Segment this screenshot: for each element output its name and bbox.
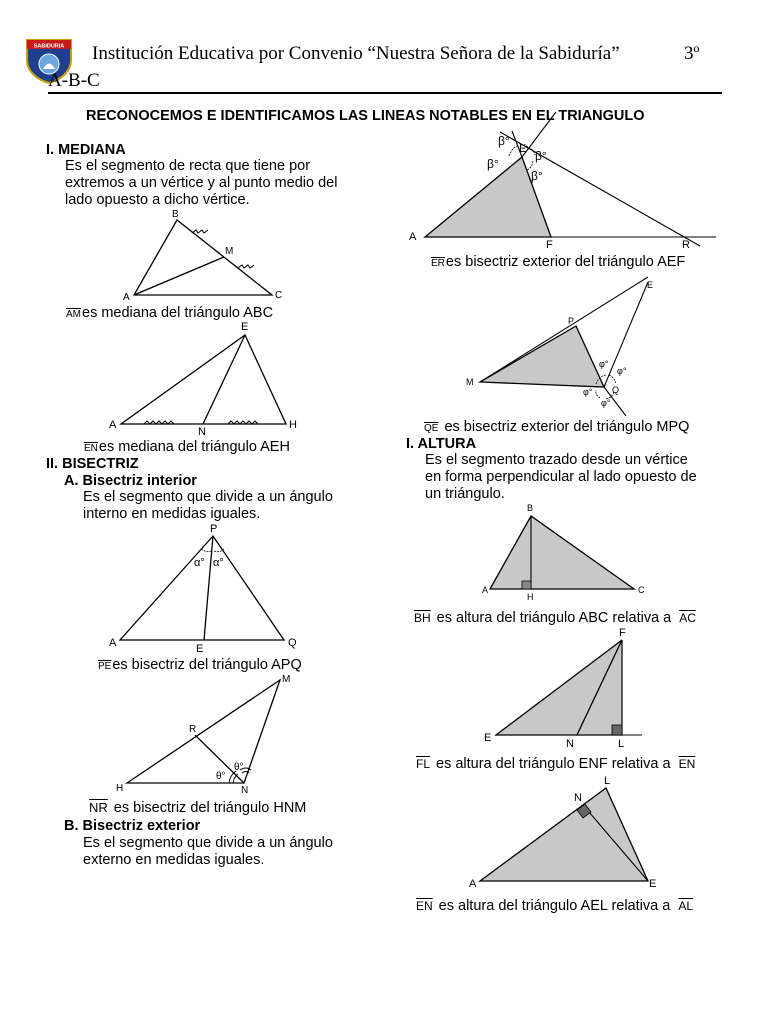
altura-def-line: un triángulo.	[425, 486, 505, 502]
vertex-label: E	[484, 732, 492, 744]
vertex-label: P	[568, 316, 575, 326]
caption-text: es mediana del triángulo ABC	[82, 305, 274, 321]
altura-heading: I. ALTURA	[406, 436, 477, 452]
page-title: RECONOCEMOS E IDENTIFICAMOS LAS LINEAS NOTABLES EN EL TRIANGULO	[86, 108, 645, 124]
angle-label: α°	[213, 557, 224, 569]
vertex-label: M	[225, 246, 234, 257]
segment-nr: $\overline{NR}$	[89, 800, 108, 815]
caption-text: es bisectriz exterior del triángulo AEF	[445, 254, 686, 270]
bisectriz-ext-def-line: externo en medidas iguales.	[83, 852, 265, 868]
vertex-label: N	[241, 785, 249, 796]
segment-qe: $\overline{QE}$	[424, 423, 439, 434]
angle-label: β°	[535, 149, 547, 163]
vertex-label: B	[527, 503, 534, 513]
side-al: $\overline{AL}$	[678, 899, 693, 913]
altura-def-line: Es el segmento trazado desde un vértice	[425, 452, 688, 468]
segment-er: $\overline{ER}$	[431, 258, 445, 269]
altitude-caption-ael	[416, 898, 699, 914]
bisectriz-exterior-heading: B. Bisectriz exterior	[64, 818, 201, 834]
vertex-label: E	[519, 143, 527, 155]
mediana-def-line: lado opuesto a dicho vértice.	[65, 192, 250, 208]
caption-text: es altura del triángulo ABC relativa a	[436, 610, 672, 626]
vertex-label: L	[604, 775, 611, 787]
vertex-label: F	[619, 627, 626, 639]
mediana-def-line: Es el segmento de recta que tiene por	[65, 158, 311, 174]
side-ac: $\overline{AC}$	[679, 611, 696, 625]
angle-label: β°	[498, 134, 510, 148]
caption-text: es bisectriz del triángulo APQ	[112, 657, 302, 673]
segment-pe: $\overline{PE}$	[98, 661, 112, 672]
bisectriz-def-line: interno en medidas iguales.	[83, 506, 261, 522]
angle-label: α°	[194, 557, 205, 569]
bisectriz-interior-heading: A. Bisectriz interior	[64, 473, 197, 489]
vertex-label: E	[649, 878, 657, 890]
institution-name: Institución Educativa por Convenio “Nuestra Señora de la Sabiduría”	[92, 43, 620, 64]
sections-label: A-B-C	[48, 70, 100, 91]
segment-en: $\overline{EN}$	[84, 443, 98, 454]
angle-label: φ°	[617, 366, 627, 376]
vertex-label: L	[618, 738, 625, 750]
bisectriz-def-line: Es el segmento que divide a un ángulo	[83, 489, 333, 505]
vertex-label: P	[210, 523, 218, 535]
angle-label: φ°	[601, 398, 611, 408]
vertex-label: A	[469, 878, 477, 890]
caption-text: es altura del triángulo AEL relativa a	[438, 898, 671, 914]
vertex-label: A	[409, 231, 417, 243]
angle-label: θ°	[234, 762, 244, 773]
vertex-label: E	[196, 643, 204, 655]
vertex-label: H	[527, 592, 534, 602]
vertex-label: E	[241, 321, 249, 333]
caption-text: es mediana del triángulo AEH	[98, 439, 290, 455]
vertex-label: A	[109, 637, 117, 649]
vertex-label: A	[123, 292, 130, 303]
bisectriz-heading: II. BISECTRIZ	[46, 456, 139, 472]
segment-bh: $\overline{BH}$	[414, 611, 431, 625]
mediana-heading: I. MEDIANA	[46, 142, 126, 158]
segment-fl: $\overline{FL}$	[416, 757, 431, 771]
grade-label: 3º	[684, 43, 700, 64]
vertex-label: E	[647, 280, 654, 290]
vertex-label: N	[574, 792, 582, 804]
vertex-label: Q	[612, 385, 620, 395]
vertex-label: Q	[288, 637, 297, 649]
caption-text: es bisectriz exterior del triángulo MPQ	[444, 419, 690, 435]
vertex-label: N	[198, 426, 206, 438]
vertex-label: C	[638, 585, 645, 595]
vertex-label: A	[109, 419, 117, 431]
vertex-label: A	[482, 585, 489, 595]
angle-label: β°	[487, 157, 499, 171]
angle-label: β°	[531, 169, 543, 183]
bisectriz-ext-def-line: Es el segmento que divide a un ángulo	[83, 835, 333, 851]
vertex-label: R	[682, 239, 690, 251]
vertex-label: M	[466, 377, 474, 387]
caption-text: es altura del triángulo ENF relativa a	[436, 756, 671, 772]
segment-en: $\overline{EN}$	[416, 899, 433, 913]
angle-label: φ°	[599, 359, 609, 369]
vertex-label: R	[189, 724, 197, 735]
vertex-label: C	[275, 290, 283, 301]
vertex-label: F	[546, 239, 553, 251]
vertex-label: H	[289, 419, 297, 431]
side-en: $\overline{EN}$	[678, 757, 696, 771]
altura-def-line: en forma perpendicular al lado opuesto de	[425, 469, 697, 485]
angle-label: θ°	[216, 771, 226, 782]
angle-label: φ°	[583, 387, 593, 397]
vertex-label: M	[282, 674, 291, 685]
vertex-label: B	[172, 209, 179, 220]
caption-text: es bisectriz del triángulo HNM	[113, 800, 307, 816]
mediana-def-line: extremos a un vértice y al punto medio del	[65, 175, 338, 191]
vertex-label: N	[566, 738, 574, 750]
vertex-label: H	[116, 783, 124, 794]
logo-text: SABIDURIA	[33, 43, 65, 50]
segment-am: $\overline{AM}$	[66, 309, 81, 320]
